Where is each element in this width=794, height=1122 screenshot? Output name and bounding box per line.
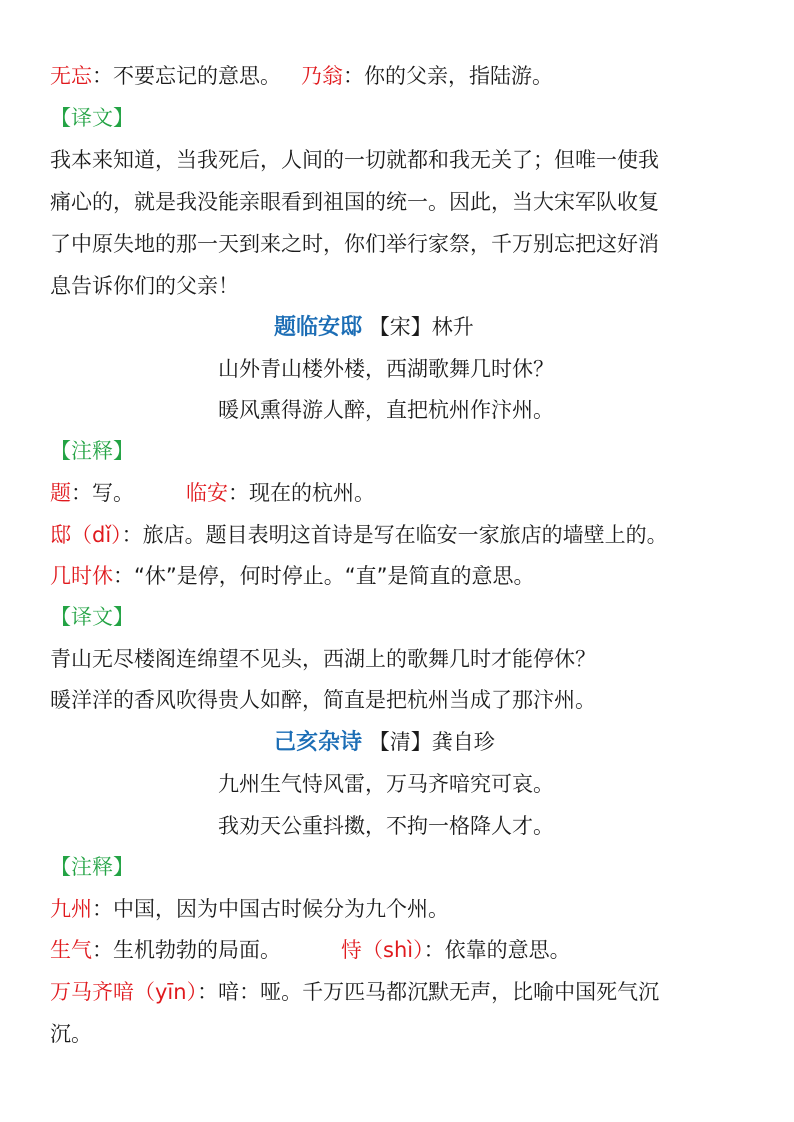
note-def-jishixiu: ：“休”是停，何时停止。“直”是简直的意思。 bbox=[113, 564, 535, 588]
note-def-shengqi: ：生机勃勃的局面。 bbox=[92, 938, 281, 962]
note-def-wuwang: ：不要忘记的意思。 bbox=[92, 64, 281, 88]
poem-author: 【清】龚自珍 bbox=[368, 730, 495, 754]
poem-verse: 暖风熏得游人醉，直把杭州作汴州。 bbox=[218, 398, 554, 422]
note-def-wanma: ：喑：哑。千万匹马都沉默无声，比喻中国死气沉 bbox=[197, 980, 660, 1004]
poem-title-line bbox=[274, 313, 474, 342]
note-term-linan: 临安 bbox=[186, 481, 228, 505]
note-def-jiuzhou: ：中国，因为中国古时候分为九个州。 bbox=[92, 897, 449, 921]
translation-line: 青山无尽楼阁连绵望不见头，西湖上的歌舞几时才能停休？ bbox=[50, 647, 596, 671]
note-term-ti: 题 bbox=[50, 481, 71, 505]
note-term-naiweng: 乃翁 bbox=[301, 64, 343, 88]
note-term-jishixiu: 几时休 bbox=[50, 564, 113, 588]
translation-heading-1: 【译文】 bbox=[50, 106, 134, 130]
note-term-shi: 恃（shì） bbox=[341, 938, 424, 962]
note-def-ti: ：写。 bbox=[71, 481, 134, 505]
note-term-di: 邸（dǐ） bbox=[50, 523, 122, 547]
note-line-wanma bbox=[50, 978, 659, 1006]
poem-verse: 我劝天公重抖擞，不拘一格降人才。 bbox=[218, 814, 554, 838]
note-def-linan: ：现在的杭州。 bbox=[228, 481, 375, 505]
notes-heading: 【注释】 bbox=[50, 855, 134, 879]
poem-title: 己亥杂诗 bbox=[274, 730, 363, 755]
note-line-jishixiu bbox=[50, 562, 535, 590]
note-line-wanma-cont: 沉。 bbox=[50, 1022, 92, 1046]
translation-line: 了中原失地的那一天到来之时，你们举行家祭，千万别忘把这好消 bbox=[50, 232, 659, 256]
note-line-ti-linan bbox=[50, 479, 375, 507]
translation-line: 息告诉你们的父亲！ bbox=[50, 274, 239, 298]
note-line-di bbox=[50, 521, 668, 549]
note-line-wuwang-naiweng bbox=[50, 62, 553, 90]
note-def-shi: ：依靠的意思。 bbox=[423, 938, 571, 962]
note-term-shengqi: 生气 bbox=[50, 938, 92, 962]
translation-heading-2: 【译文】 bbox=[50, 605, 134, 629]
poem-title: 题临安邸 bbox=[274, 315, 363, 340]
notes-heading: 【注释】 bbox=[50, 439, 134, 463]
translation-line: 我本来知道，当我死后，人间的一切就都和我无关了；但唯一使我 bbox=[50, 148, 659, 172]
note-def-di: ：旅店。题目表明这首诗是写在临安一家旅店的墙壁上的。 bbox=[121, 523, 668, 547]
note-def-naiweng: ：你的父亲，指陆游。 bbox=[343, 64, 553, 88]
note-line-jiuzhou bbox=[50, 895, 449, 923]
translation-line: 暖洋洋的香风吹得贵人如醉，简直是把杭州当成了那汴州。 bbox=[50, 688, 596, 712]
note-term-wuwang: 无忘 bbox=[50, 64, 92, 88]
poem-verse: 山外青山楼外楼，西湖歌舞几时休？ bbox=[218, 357, 554, 381]
note-line-shengqi-shi bbox=[50, 936, 571, 964]
poem-title-line bbox=[274, 728, 495, 757]
translation-line: 痛心的，就是我没能亲眼看到祖国的统一。因此，当大宋军队收复 bbox=[50, 190, 659, 214]
note-term-jiuzhou: 九州 bbox=[50, 897, 92, 921]
poem-author: 【宋】林升 bbox=[368, 315, 474, 339]
note-term-wanma: 万马齐喑（yīn） bbox=[50, 980, 198, 1004]
poem-verse: 九州生气恃风雷，万马齐喑究可哀。 bbox=[218, 772, 554, 796]
